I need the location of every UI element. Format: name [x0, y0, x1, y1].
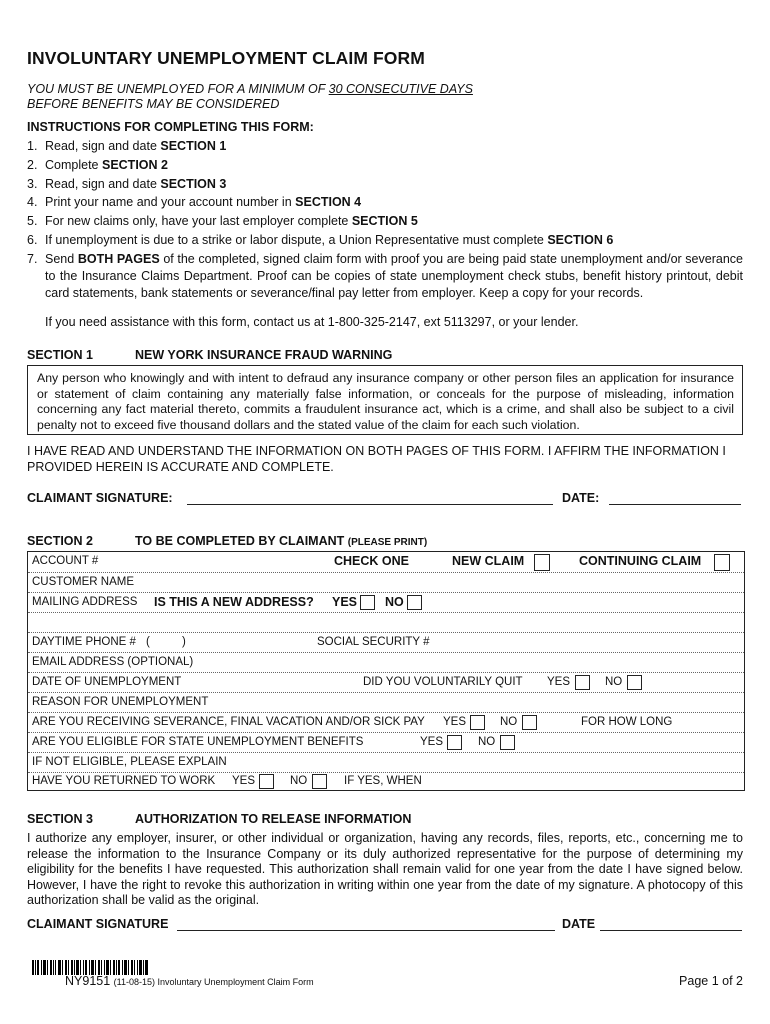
voluntarily-quit-question: DID YOU VOLUNTARILY QUIT: [363, 676, 523, 688]
continuing-claim-label: CONTINUING CLAIM: [579, 554, 702, 568]
section-label: SECTION 2: [27, 534, 93, 548]
instructions-heading: INSTRUCTIONS FOR COMPLETING THIS FORM:: [27, 120, 314, 134]
return-date-field[interactable]: IF YES, WHEN: [344, 775, 422, 787]
check-one-label: CHECK ONE: [334, 554, 410, 568]
date-of-unemployment-field[interactable]: DATE OF UNEMPLOYMENT: [32, 676, 182, 688]
affirmation-text: I HAVE READ AND UNDERSTAND THE INFORMATION ON BOTH PAGES OF THIS FORM. I AFFIRM THE INFORMATION I PROVIDED HEREIN IS ACCURATE AND COMPLETE.: [27, 444, 726, 474]
section-3-header: [27, 812, 411, 826]
yes-label: YES: [232, 775, 256, 787]
step-section: SECTION 4: [295, 195, 362, 209]
severance-no-checkbox[interactable]: [522, 715, 537, 730]
how-long-field[interactable]: FOR HOW LONG: [581, 716, 673, 728]
table-row: [28, 552, 744, 573]
fraud-warning-box: [27, 365, 743, 435]
benefits-warning: BEFORE BENEFITS MAY BE CONSIDERED: [27, 97, 280, 111]
new-claim-checkbox[interactable]: [534, 554, 550, 571]
step-text: Read, sign and date: [45, 139, 161, 153]
account-number-field[interactable]: ACCOUNT #: [32, 555, 99, 567]
authorization-signature-field[interactable]: [177, 930, 555, 931]
authorization-signature-label: CLAIMANT SIGNATURE: [27, 917, 169, 931]
instruction-step: [27, 177, 226, 191]
form-number: NY9151: [65, 974, 111, 988]
step-section: SECTION 3: [160, 177, 227, 191]
instruction-step: [27, 139, 226, 153]
severance-yes-checkbox[interactable]: [470, 715, 485, 730]
authorization-date-label: DATE: [562, 917, 596, 931]
quit-yes-checkbox[interactable]: [575, 675, 590, 690]
new-claim-label: NEW CLAIM: [452, 554, 525, 568]
step-text: Print your name and your account number in: [45, 195, 296, 209]
form-version: (11-08-15) Involuntary Unemployment Claim Form: [113, 977, 314, 987]
table-row: [28, 733, 744, 753]
yes-label: YES: [420, 736, 444, 748]
date-label: DATE:: [562, 491, 600, 505]
step-text: If unemployment is due to a strike or labor dispute, a Union Representative must complete: [45, 233, 548, 247]
section-heading: AUTHORIZATION TO RELEASE INFORMATION: [135, 812, 412, 826]
step-section: SECTION 5: [351, 214, 418, 228]
warning-emphasis: 30 CONSECUTIVE DAYS: [328, 82, 473, 96]
no-label: NO: [385, 595, 404, 609]
step-text: Send: [45, 252, 78, 266]
mailing-address-field[interactable]: MAILING ADDRESS: [32, 596, 138, 608]
table-row: [28, 673, 744, 693]
section-2-header: [27, 534, 427, 548]
no-label: NO: [605, 676, 623, 688]
social-security-field[interactable]: SOCIAL SECURITY #: [317, 636, 430, 648]
customer-name-field[interactable]: CUSTOMER NAME: [32, 576, 135, 588]
no-label: NO: [478, 736, 496, 748]
new-address-question: IS THIS A NEW ADDRESS?: [154, 595, 314, 609]
instruction-step: [27, 195, 361, 209]
step-number: 1.: [27, 139, 38, 153]
barcode: [32, 960, 148, 975]
eligible-yes-checkbox[interactable]: [447, 735, 462, 750]
reason-field[interactable]: REASON FOR UNEMPLOYMENT: [32, 696, 209, 708]
print-note: (PLEASE PRINT): [347, 537, 428, 548]
step-section: SECTION 2: [101, 158, 168, 172]
table-row: [28, 573, 744, 593]
returned-to-work-question: HAVE YOU RETURNED TO WORK: [32, 775, 216, 787]
instruction-step: [27, 158, 168, 172]
claimant-signature-field[interactable]: [187, 504, 553, 505]
section-heading: TO BE COMPLETED BY CLAIMANT: [135, 534, 345, 548]
step-section: SECTION 1: [160, 139, 227, 153]
new-address-no-checkbox[interactable]: [407, 595, 422, 610]
severance-question: ARE YOU RECEIVING SEVERANCE, FINAL VACATION AND/OR SICK PAY: [32, 716, 425, 728]
step-number: 6.: [27, 233, 38, 247]
table-row: [28, 593, 744, 613]
section-label: SECTION 1: [27, 348, 93, 362]
step-text: For new claims only, have your last employer complete: [45, 214, 352, 228]
yes-label: YES: [547, 676, 571, 688]
claimant-signature-label: CLAIMANT SIGNATURE:: [27, 491, 173, 505]
authorization-date-field[interactable]: [600, 930, 742, 931]
form-title: INVOLUNTARY UNEMPLOYMENT CLAIM FORM: [27, 48, 425, 68]
table-row: [28, 693, 744, 713]
eligible-no-checkbox[interactable]: [500, 735, 515, 750]
table-row: [28, 713, 744, 733]
step-number: 4.: [27, 195, 38, 209]
table-row: [28, 633, 744, 653]
instruction-step-7: [27, 251, 743, 302]
form-code: [65, 974, 314, 988]
no-label: NO: [290, 775, 308, 787]
signature-date-field[interactable]: [609, 504, 741, 505]
step-number: 2.: [27, 158, 38, 172]
step-text: of the completed, signed claim form with proof you are being paid state unemployment and/or severance to the Insurance Claims Department. Proof can be copies of state unemployment check stubs, benefit history printout, debit card statements, bank statements or severance/final pay letter from employer. Keep a copy for your records.: [45, 252, 743, 300]
daytime-phone-field[interactable]: DAYTIME PHONE #: [32, 636, 136, 648]
returned-no-checkbox[interactable]: [312, 774, 327, 789]
instruction-step: [27, 233, 613, 247]
email-field[interactable]: EMAIL ADDRESS (OPTIONAL): [32, 656, 194, 668]
instruction-step: [27, 214, 418, 228]
returned-yes-checkbox[interactable]: [259, 774, 274, 789]
yes-label: YES: [332, 595, 358, 609]
table-row: [28, 753, 744, 773]
address-continuation-row[interactable]: [28, 613, 744, 633]
no-label: NO: [500, 716, 518, 728]
area-code-close: ): [182, 636, 186, 648]
step-number: 5.: [27, 214, 38, 228]
assistance-contact: If you need assistance with this form, contact us at 1-800-325-2147, ext 5113297, or your lender.: [45, 315, 579, 329]
fraud-warning-text: Any person who knowingly and with intent to defraud any insurance company or other person files an application for insurance or statement of claim containing any materially false information, or conceals for the purpose of misleading, information concerning any fact material thereto, commits a fraudulent insurance act, which is a crime, and shall also be subject to a civil penalty not to exceed five thousand dollars and the stated value of the claim for each such violation.: [37, 371, 734, 432]
section-1-header: [27, 348, 392, 362]
step-emphasis: BOTH PAGES: [77, 252, 160, 266]
step-text: Read, sign and date: [45, 177, 161, 191]
claimant-info-table: [27, 551, 745, 791]
minimum-days-warning: [27, 82, 473, 96]
step-section: SECTION 6: [547, 233, 614, 247]
continuing-claim-checkbox[interactable]: [714, 554, 730, 571]
table-row: [28, 653, 744, 673]
step-number: 7.: [27, 252, 38, 266]
not-eligible-explain-field[interactable]: IF NOT ELIGIBLE, PLEASE EXPLAIN: [32, 756, 227, 768]
new-address-yes-checkbox[interactable]: [360, 595, 375, 610]
step-number: 3.: [27, 177, 38, 191]
section-heading: NEW YORK INSURANCE FRAUD WARNING: [135, 348, 393, 362]
area-code-open: (: [146, 636, 150, 648]
authorization-text: I authorize any employer, insurer, or other individual or organization, having any records, files, reports, etc., concerning me to release the information to the Insurance Company or its duly authorized representative for the purpose of determining my eligibility for the benefits I have requested. This authorization shall remain valid for one year from the date I have signed below. However, I have the right to revoke this authorization in writing within one year from the date of my signature. A photocopy of this authorization shall be valid as the original.: [27, 831, 743, 907]
quit-no-checkbox[interactable]: [627, 675, 642, 690]
step-text: Complete: [45, 158, 102, 172]
page-number: Page 1 of 2: [679, 974, 743, 988]
table-row: [28, 773, 744, 790]
section-label: SECTION 3: [27, 812, 93, 826]
warning-prefix: YOU MUST BE UNEMPLOYED FOR A MINIMUM OF: [27, 82, 329, 96]
eligible-question: ARE YOU ELIGIBLE FOR STATE UNEMPLOYMENT BENEFITS: [32, 736, 364, 748]
yes-label: YES: [443, 716, 467, 728]
